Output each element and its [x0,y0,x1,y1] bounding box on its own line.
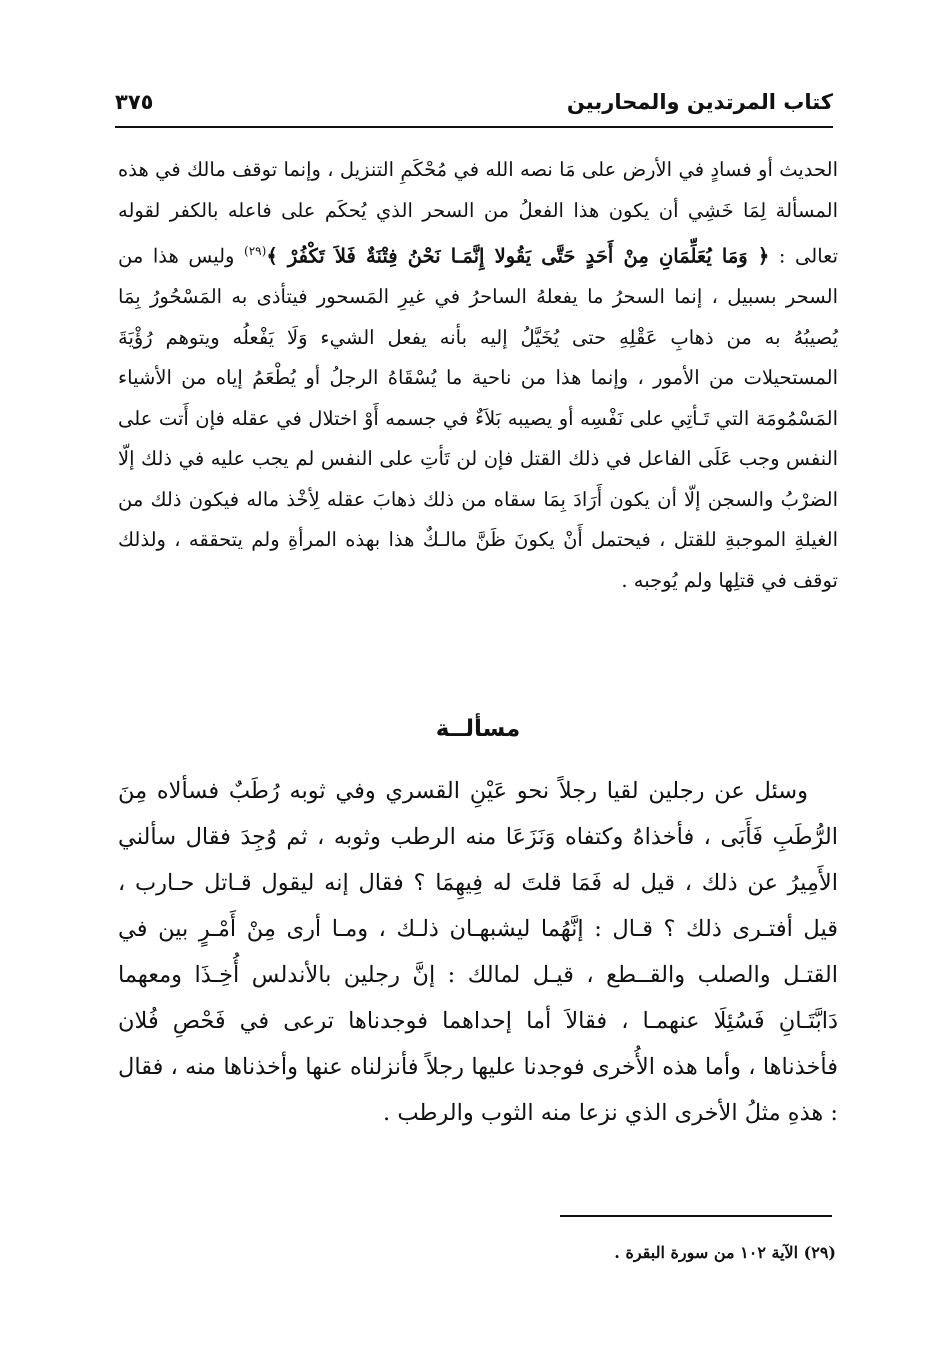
section-2-body [118,768,838,1136]
text-before-quran: الحديث أو فسادٍ في الأرض على مَا نصه الله في مُحْكَمِ التنزيل ، وإنما توقف مالك في هذه المسألة لِمَا خَشِي أن يكون هذا الفعلُ من السحر الذي يُحكَم على فاعله بالكفر لقوله تعالى : [118,158,838,268]
section-heading: مسألــة [435,716,521,742]
footnote-reference: (٢٩) [244,244,267,258]
running-title: كتاب المرتدين والمحاربين [566,90,833,114]
paragraph: وسئل عن رجلين لقيا رجلاً نحو عَيْنِ القسري وفي ثوبه رُطَبٌ فسألاه مِنَ الرُّطَبِ فَأَبَى ، فأخذاهُ وكتفاه وَنَزَعَا منه الرطب وثوبه ، ثم وُجِدَ فقال سألني الأَمِيرُ عن ذلك ، قيل له فَمَا قلتَ له فِيهِمَا ؟ فقال إنه ليقول قـاتل حـارب ، قيل أفتـرى ذلك ؟ قـال : إنَّهُما ليشبهـان ذلـك ، ومـا أرى مِنْ أَمْـرٍ بين في القتـل والصلب والقــطع ، قيـل لمالك : إنَّ رجلين بالأندلس أُخِـذَا ومعهما دَابَّتَـانِ فَسُئِلَا عنهمـا ، فقالاَ أما إحداهما فوجدناها ترعى في فَحْصِ فُلان فأخذناها ، وأما هذه الأُخرى فوجدنا عليها رجلاً فأنزلناه عنها وأخذناها منه ، فقال : هذهِ مثلُ الأخرى الذي نزعا منه الثوب والرطب . [118,778,838,1126]
quran-verse: ﴿ وَمَا يُعَلِّمَانِ مِنْ أَحَدٍ حَتَّى يَقُولا إِنَّمَـا نَحْنُ فِتْنَةٌ فَلاَ تَكْفُرْ ﴾ [266,244,770,268]
footnote: (٢٩) الآية ١٠٢ من سورة البقرة . [614,1243,836,1262]
text-after-quran: وليس هذا من السحر بسبيل ، إنما السحرُ ما يفعلهُ الساحرُ في غيرِ المَسحور فيتأذى به المَسْحُورُ بِمَا يُصيبُهُ به من ذهابِ عَقْلِهِ حتى يُخَيَّلُ إليه بأنه يفعل الشيء وَلَا يَفْعلُه ويتوهم رُؤْيَةَ المستحيلات من الأمور ، وإنما هذا من ناحية ما يُسْقَاهُ الرجلُ أو يُطْعَمُ إياه من الأشياء المَسْمُومَة التي تَـأتِي على نَفْسِه أو يصيبه بَلاَءٌ في جسمه أَوْ اختلال في عقله فإن أَتت على النفس وجب عَلَى الفاعل في ذلك القتل فإن لن تَأتِ على النفس لم يجب عليه في ذلك إلّا الضرْبُ والسجن إلّا أن يكون أَرَادَ بِمَا سقاه من ذلك ذهابَ عقله لِأخْذ ماله فيكون ذلك من الغيلةِ الموجبةِ للقتل ، فيحتمل أَنْ يكونَ ظَنَّ مالـكٌ هذا بهذه المرأةِ ولم يتحققه ، ولذلك توقف في قتلِها ولم يُوجبه . [118,244,838,592]
paragraph [118,150,838,601]
page-number: ٣٧٥ [115,90,154,114]
footnote-divider [560,1215,832,1217]
section-1-body [118,150,838,601]
header-divider [115,126,833,128]
page-header [115,88,833,128]
